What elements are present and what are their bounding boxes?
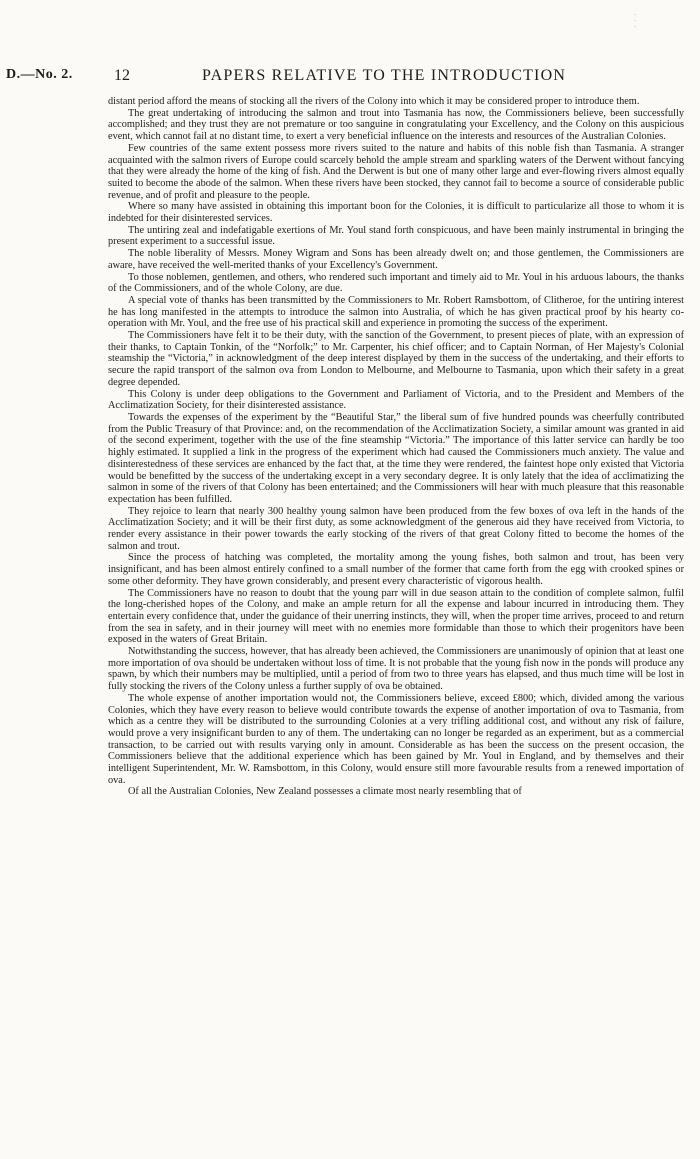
- paragraph: Since the process of hatching was completed, the mortality among the young fishes, both salmon and trout, has been very insignificant, and has been almost entirely confined to a small number of the former that came forth from the egg with crooked spines or some other deformity. They have grown considerably, and present every characteristic of vigorous health.: [108, 552, 684, 587]
- paragraph: They rejoice to learn that nearly 300 healthy young salmon have been produced from the few boxes of ova left in the hands of the Acclimatization Society; and it will be their first duty, as some acknowledgment of the generous aid they have received from Victoria, to render every assistance in their power towards the early stocking of the rivers of that great Colony fitted to become the homes of the salmon and trout.: [108, 505, 684, 552]
- page-number: 12: [114, 67, 130, 84]
- page-header: [6, 67, 690, 87]
- paragraph: This Colony is under deep obligations to the Government and Parliament of Victoria, and to the President and Members of the Acclimatization Society, for their disinterested assistance.: [108, 388, 684, 412]
- paragraph: The untiring zeal and indefatigable exertions of Mr. Youl stand forth conspicuous, and have been mainly instrumental in bringing the present experiment to a successful issue.: [108, 224, 684, 248]
- document-reference: D.—No. 2.: [6, 67, 73, 82]
- paragraph: Few countries of the same extent possess more rivers suited to the nature and habits of this noble fish than Tasmania. A stranger acquainted with the salmon rivers of Europe could scarcely behold the ample stream and sparkling waters of the Derwent without fancying that they were already the home of the king of fish. And the Derwent is but one of many other large and ever-flowing rivers almost equally suited to become the abode of the salmon. When these rivers have been stocked, they cannot fail to become a source of considerable public revenue, and of profit and pleasure to the people.: [108, 142, 684, 201]
- paragraph: Where so many have assisted in obtaining this important boon for the Colonies, it is difficult to particularize all those to whom it is indebted for their disinterested services.: [108, 201, 684, 225]
- body-text: [108, 96, 684, 798]
- paragraph: Of all the Australian Colonies, New Zealand possesses a climate most nearly resembling that of: [128, 786, 522, 798]
- paragraph: distant period afford the means of stocking all the rivers of the Colony into which it may be considered proper to introduce them.: [108, 96, 640, 107]
- paragraph: Towards the expenses of the experiment by the “Beautiful Star,” the liberal sum of five hundred pounds was cheerfully contributed from the Public Treasury of that Province: and, on the recommendation of the Acclimatization Society, a similar amount was granted in aid of the second experiment, together with the use of the fine steamship “Victoria.” The importance of this latter service can hardly be too highly estimated. It supplied a link in the progress of the experiment which had caused the Commissioners much anxiety. The value and disinterestedness of these services are enhanced by the fact that, at the time they were rendered, the faintest hope only existed that Victoria would be benefitted by the success of the undertaking except in a very secondary degree. It is only lately that the idea of acclimatizing the salmon in some of the rivers of that Colony has been entertained; and the Commissioners will hear with much pleasure that this reasonable expectation has been fulfilled.: [108, 411, 684, 505]
- paragraph: A special vote of thanks has been transmitted by the Commissioners to Mr. Robert Ramsbottom, of Clitheroe, for the untiring interest he has long manifested in the attempts to introduce the salmon into Australia, of which he has given practical proof by his hearty co-operation with Mr. Youl, and the free use of his practical skill and experience in promoting the success of the experiment.: [108, 294, 684, 330]
- paragraph: The great undertaking of introducing the salmon and trout into Tasmania has now, the Commissioners believe, been successfully accomplished; and they trust they are not premature or too sanguine in congratulating your Excellency, and the Colony on this auspicious event, which cannot fail at no distant time, to exert a very beneficial influence on the interests and resources of the Australian Colonies.: [108, 107, 684, 143]
- margin-mark: · · ·: [634, 11, 637, 31]
- paragraph: The Commissioners have no reason to doubt that the young parr will in due season attain to the condition of complete salmon, fulfil the long-cherished hopes of the Colony, and make an ample return for all the expense and labour incurred in introducing them. They entertain every confidence that, under the guidance of their unerring instincts, they will, when the proper time arrives, proceed to and return from the sea in safety, and in their journey will meet with no enemies more formidable than those to which their progenitors have been exposed in the waters of Great Britain.: [108, 587, 684, 646]
- paragraph: The noble liberality of Messrs. Money Wigram and Sons has been already dwelt on; and those gentlemen, the Commissioners are aware, have received the well-merited thanks of your Excellency's Government.: [108, 248, 684, 271]
- paragraph: Notwithstanding the success, however, that has already been achieved, the Commissioners are unanimously of opinion that at least one more importation of ova should be undertaken without loss of time. It is not probable that the young fish now in the ponds will produce any spawn, by which their numbers may be multiplied, until a period of from two to three years has elapsed, and thus much time will be lost in fully stocking the rivers of the Colony unless a further supply of ova be obtained.: [108, 646, 684, 693]
- paragraph: To those noblemen, gentlemen, and others, who rendered such important and timely aid to Mr. Youl in his arduous labours, the thanks of the Commissioners, and of the whole Colony, are due.: [108, 271, 684, 295]
- running-title: PAPERS RELATIVE TO THE INTRODUCTION: [202, 67, 567, 84]
- paragraph: The whole expense of another importation would not, the Commissioners believe, exceed £800; which, divided among the various Colonies, which they have every reason to believe would contribute towards the expense of another importation of ova to Tasmania, from which as a centre they will be distributed to the surrounding Colonies at a very trifling additional cost, and without any risk of failure, would prove a very insignificant burden to any of them. The undertaking can no longer be regarded as an experiment, but as a commercial transaction, to be carried out with results varying only in amount. Considerable as has been the success on the present occasion, the Commissioners believe that the additional experience which has been gained by Mr. Youl in England, and by themselves and their intelligent Superintendent, Mr. W. Ramsbottom, in this Colony, would ensure still more favourable results from a renewed importation of ova.: [108, 692, 684, 786]
- paragraph: The Commissioners have felt it to be their duty, with the sanction of the Government, to present pieces of plate, with an expression of their thanks, to Captain Tonkin, of the “Norfolk;” to Mr. Carpenter, his chief officer; and to Captain Norman, of Her Majesty's Colonial steamship the “Victoria,” in acknowledgment of the deep interest displayed by them in the success of the undertaking, and their efforts to secure the rapid transport of the salmon ova from London to Melbourne, and Melbourne to Tasmania, upon which their safety in a great degree depended.: [108, 330, 684, 388]
